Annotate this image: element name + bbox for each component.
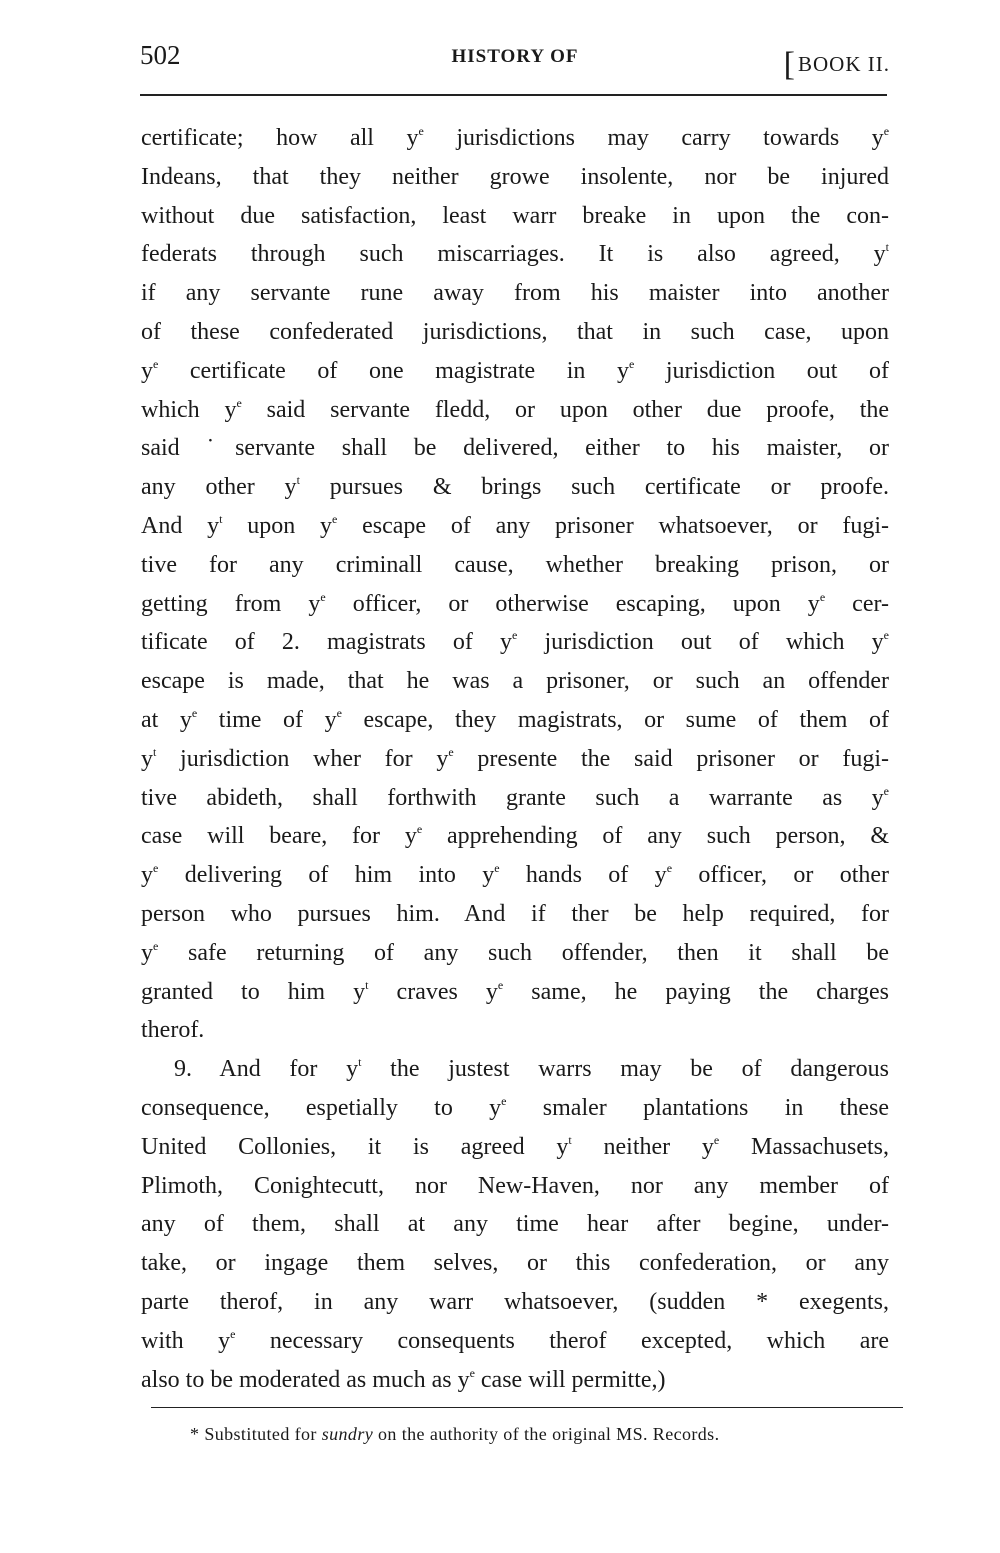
text-line: Indeans, that they neither growe insolente, nor be injured bbox=[141, 163, 889, 190]
text-line: any other $y^t$ pursues & brings such certificate or proofe. bbox=[141, 473, 890, 501]
text-line: $y^e$ delivering of him into $y^e$ hands of $y^e$ officer, or other bbox=[141, 861, 890, 889]
text-line: And $y^t$ upon $y^e$ escape of any prisoner whatsoever, or fugi- bbox=[141, 511, 889, 539]
text-line: tive abideth, shall forthwith grante such a warrante as $y^e$ bbox=[141, 783, 889, 811]
text-line: tificate of 2. magistrats of $y^e$ jurisdiction out of which $y^e$ bbox=[141, 628, 889, 656]
text-line: $y^e$ certificate of one magistrate in $y^e$ jurisdiction out of bbox=[141, 356, 890, 384]
running-header bbox=[140, 40, 890, 83]
section-bracket: [ bbox=[783, 46, 796, 83]
text-line: United Collonies, it is agreed $y^t$ neither $y^e$ Massachusets, bbox=[141, 1132, 889, 1160]
text-line: case will beare, for $y^e$ apprehending of any such person, & bbox=[141, 822, 889, 850]
text-line: without due satisfaction, least warr breake in upon the con- bbox=[141, 202, 889, 229]
footnote-emphasis: sundry bbox=[321, 1424, 374, 1444]
text-line: parte therof, in any warr whatsoever, (sudden * exegents, bbox=[141, 1288, 889, 1315]
text-line: $y^t$ jurisdiction wher for $y^e$ presente the said prisoner or fugi- bbox=[141, 744, 889, 772]
text-line: which $y^e$ said servante fledd, or upon other due proofe, the bbox=[141, 395, 890, 423]
text-line: at $y^e$ time of $y^e$ escape, they magistrats, or sume of them of bbox=[141, 705, 889, 733]
text-line: of these confederated jurisdictions, that in such case, upon bbox=[141, 318, 889, 345]
text-line: any of them, shall at any time hear after begine, under- bbox=[141, 1211, 889, 1238]
text-line: consequence, espetially to $y^e$ smaler plantations in these bbox=[141, 1093, 889, 1121]
page-number: 502 bbox=[140, 40, 181, 70]
text-line: tive for any criminall cause, whether breaking prison, or bbox=[141, 551, 889, 578]
text-line: person who pursues him. And if ther be help required, for bbox=[141, 900, 889, 927]
text-line: granted to him $y^t$ craves $y^e$ same, he paying the charges bbox=[141, 977, 890, 1005]
header-rule bbox=[140, 94, 887, 96]
footnote bbox=[190, 1424, 719, 1445]
footnote-rule bbox=[151, 1407, 903, 1408]
text-line: certificate; how all $y^e$ jurisdictions may carry towards $y^e$ bbox=[141, 124, 890, 151]
text-line: federats through such miscarriages. It is also agreed, $y^t$ bbox=[141, 240, 889, 268]
text-line: therof. bbox=[141, 1017, 205, 1044]
footnote-text-after: on the authority of the original MS. Records. bbox=[378, 1424, 720, 1444]
text-line: with $y^e$ necessary consequents therof excepted, which are bbox=[141, 1326, 890, 1354]
footnote-text-before: Substituted for bbox=[204, 1424, 317, 1444]
running-title: HISTORY OF bbox=[451, 46, 579, 67]
text-line: 9. And for $y^t$ the justest warrs may be of dangerous bbox=[174, 1055, 889, 1083]
text-line: said ˙servante shall be delivered, either to his maister, or bbox=[141, 435, 889, 462]
section-text: BOOK II. bbox=[798, 52, 890, 76]
text-line: if any servante rune away from his maister into another bbox=[141, 280, 889, 307]
body-text bbox=[141, 119, 889, 1399]
section-label bbox=[783, 42, 890, 83]
footnote-marker: * bbox=[190, 1424, 200, 1444]
text-line: also to be moderated as much as $y^e$ case will permitte,) bbox=[141, 1365, 666, 1393]
text-line: getting from $y^e$ officer, or otherwise escaping, upon $y^e$ cer- bbox=[141, 589, 889, 617]
text-line: Plimoth, Conightecutt, nor New-Haven, nor any member of bbox=[141, 1172, 889, 1199]
text-line: escape is made, that he was a prisoner, or such an offender bbox=[141, 668, 889, 695]
text-line: take, or ingage them selves, or this confederation, or any bbox=[141, 1250, 889, 1277]
text-line: $y^e$ safe returning of any such offender, then it shall be bbox=[141, 938, 889, 966]
